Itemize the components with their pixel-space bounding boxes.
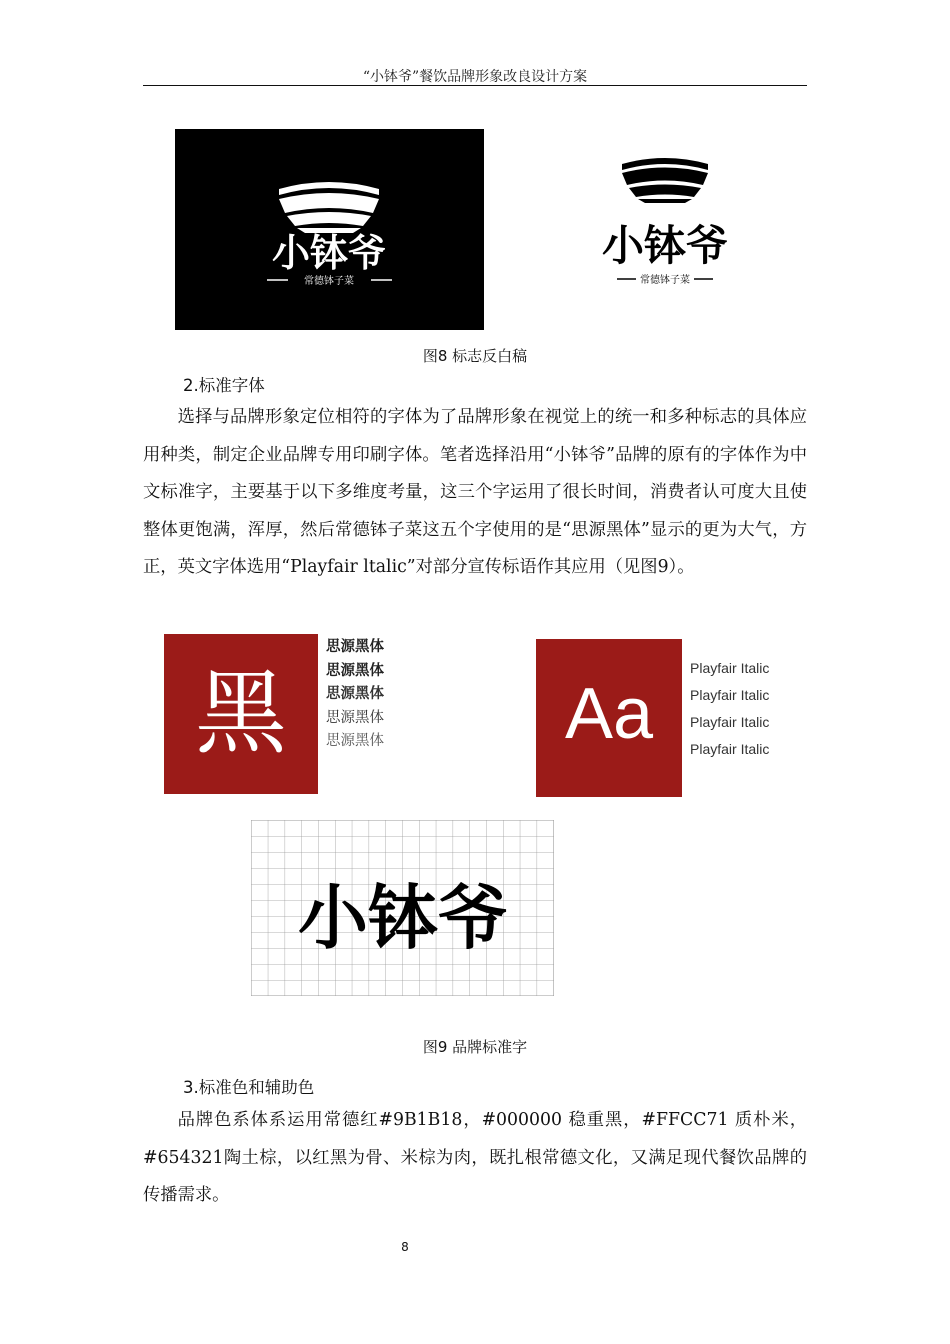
wordmark-grid	[251, 820, 554, 996]
weight-item: 思源黑体	[326, 733, 384, 750]
weight-item: Playfair Italic	[690, 714, 770, 730]
header-rule	[143, 85, 807, 86]
figure-9-caption: 图9 品牌标准字	[422, 1038, 528, 1056]
weight-item: Playfair Italic	[690, 687, 770, 703]
bowl-logo-white-icon	[175, 129, 484, 330]
logo-tagline-white: 常德钵子菜	[304, 276, 354, 287]
page-number: 8	[401, 1240, 409, 1254]
latin-font-weights	[690, 655, 769, 763]
weight-item: 思源黑体	[326, 686, 384, 703]
logo-tagline-black: 常德钵子菜	[640, 275, 690, 286]
logo-positive-panel	[560, 140, 770, 300]
latin-glyph: Aa	[564, 674, 654, 754]
figure-8-caption: 图8 标志反白稿	[422, 347, 528, 365]
section-font-paragraph	[143, 399, 807, 587]
grid-wordmark-text: 小钵爷	[298, 877, 508, 959]
weight-item: 思源黑体	[326, 639, 384, 655]
section-color-heading: 3.标准色和辅助色	[183, 1078, 315, 1097]
logo-reversed-panel	[175, 129, 484, 330]
logo-name-white: 小钵爷	[271, 231, 387, 275]
chinese-font-swatch	[164, 634, 318, 794]
bowl-logo-black-icon	[560, 140, 770, 300]
chinese-glyph: 黑	[194, 660, 287, 767]
chinese-font-weights	[326, 636, 384, 754]
section-color-paragraph	[143, 1102, 807, 1215]
weight-item: 思源黑体	[326, 709, 384, 726]
weight-item: Playfair Italic	[690, 660, 770, 676]
section-font-text: 选择与品牌形象定位相符的字体为了品牌形象在视觉上的统一和多种标志的具体应用种类，制定企业品牌专用印刷字体。笔者选择沿用“小钵爷”品牌的原有的字体作为中文标准字，主要基于以下多维度考量，这三个字运用了很长时间，消费者认可度大且使整体更饱满，浑厚，然后常德钵子菜这五个字使用的是“思源黑体”显示的更为大气，方正，英文字体选用“Playfair ltalic”对部分宣传标语作其应用（见图9）。	[143, 407, 807, 577]
running-header: “小钵爷”餐饮品牌形象改良设计方案	[362, 69, 588, 85]
section-color-text: 品牌色系体系运用常德红#9B1B18，#000000 稳重黑，#FFCC71 质朴米，#654321陶土棕，以红黑为骨、米棕为肉，既扎根常德文化，又满足现代餐饮品牌的传播需求。	[143, 1110, 807, 1205]
weight-item: 思源黑体	[326, 662, 384, 679]
latin-font-swatch	[536, 639, 682, 797]
weight-item: Playfair Italic	[690, 741, 770, 757]
section-font-heading: 2.标准字体	[183, 376, 265, 395]
logo-name-black: 小钵爷	[601, 221, 729, 270]
